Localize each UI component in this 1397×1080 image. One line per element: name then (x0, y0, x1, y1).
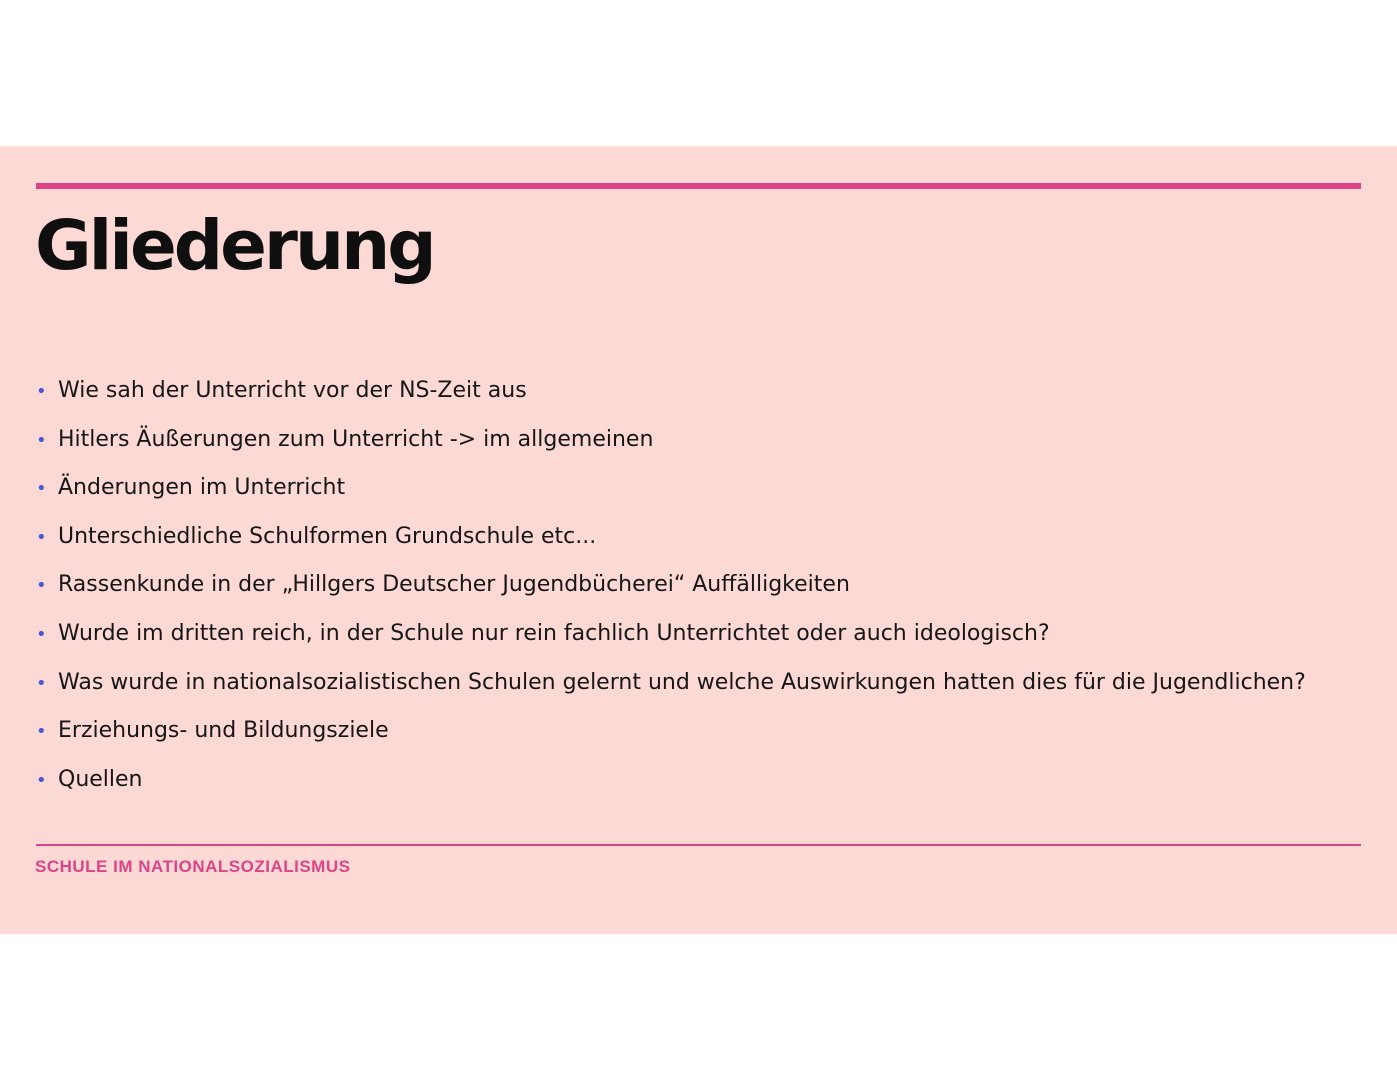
list-item (36, 659, 1306, 708)
slide (0, 146, 1397, 934)
bullet-list (36, 367, 1306, 804)
list-item (36, 756, 1306, 805)
list-item (36, 513, 1306, 562)
bullet-icon: • (36, 526, 47, 548)
bullet-icon: • (36, 672, 47, 694)
slide-title: Gliederung (35, 206, 434, 286)
top-divider (36, 183, 1361, 189)
list-item-text: Wurde im dritten reich, in der Schule nur rein fachlich Unterrichtet oder auch ideologisch? (58, 620, 1050, 646)
list-item (36, 707, 1306, 756)
list-item (36, 416, 1306, 465)
list-item-text: Änderungen im Unterricht (58, 475, 346, 501)
bullet-icon: • (36, 623, 47, 645)
bullet-icon: • (36, 478, 47, 500)
list-item-text: Hitlers Äußerungen zum Unterricht -> im allgemeinen (58, 426, 654, 452)
footer-label: SCHULE IM NATIONALSOZIALISMUS (35, 857, 351, 876)
list-item-text: Wie sah der Unterricht vor der NS-Zeit aus (58, 378, 527, 403)
bullet-icon: • (36, 575, 47, 597)
bullet-icon: • (36, 721, 47, 743)
list-item (36, 367, 1306, 416)
list-item (36, 610, 1306, 659)
list-item-text: Was wurde in nationalsozialistischen Schulen gelernt und welche Auswirkungen hatten dies für die Jugendlichen? (58, 669, 1306, 695)
bullet-icon: • (36, 769, 47, 791)
list-item-text: Quellen (58, 766, 143, 792)
list-item-text: Erziehungs- und Bildungsziele (58, 718, 389, 744)
list-item (36, 464, 1306, 513)
bottom-divider (36, 844, 1361, 846)
bullet-icon: • (36, 381, 47, 402)
list-item-text: Unterschiedliche Schulformen Grundschule etc... (58, 523, 597, 549)
list-item-text: Rassenkunde in der „Hillgers Deutscher Jugendbücherei“ Auffälligkeiten (58, 572, 850, 598)
list-item (36, 561, 1306, 610)
bullet-icon: • (36, 429, 47, 451)
